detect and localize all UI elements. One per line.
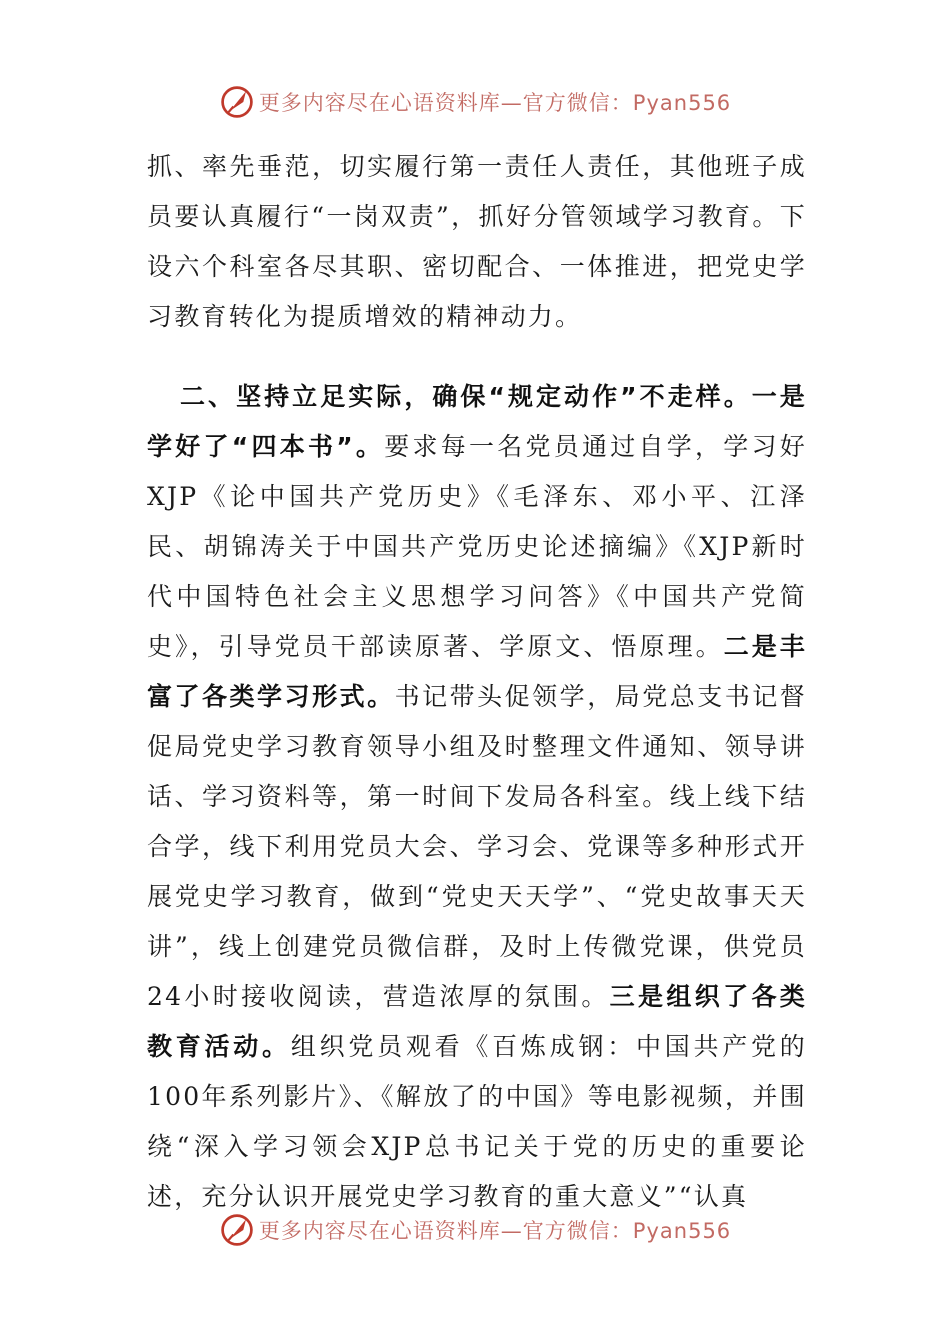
banner-text: 更多内容尽在心语资料库—官方微信：Pyan556: [258, 91, 732, 115]
header-banner: [0, 82, 950, 122]
document-body: [147, 142, 807, 1222]
quill-pen-logo-icon: [219, 1212, 255, 1248]
quill-pen-logo-icon: [219, 84, 255, 120]
paragraph-text: 书记带头促领学，局党总支书记督促局党史学习教育领导小组及时整理文件通知、领导讲话、学习资料等，第一时间下发局各科室。线上线下结合学，线下利用党员大会、学习会、党课等多种形式开展党史学习教育，做到“党史天天学”、“党史故事天天讲”，线上创建党员微信群，及时上传微党课，供党员24小时接收阅读，营造浓厚的氛围。: [147, 682, 807, 1011]
bold-lead-3: 三是组织了各类教育活动。: [147, 982, 807, 1061]
bold-lead-2: 二是丰富了各类学习形式。: [147, 632, 807, 711]
paragraph-text: 抓、率先垂范，切实履行第一责任人责任，其他班子成员要认真履行“一岗双责”，抓好分管领域学习教育。下设六个科室各尽其职、密切配合、一体推进，把党史学习教育转化为提质增效的精神动力。: [147, 152, 807, 331]
banner-text: 更多内容尽在心语资料库—官方微信：Pyan556: [258, 1219, 732, 1243]
section-heading: 二、坚持立足实际，确保“规定动作”不走样。一是学好了“四本书”。: [147, 382, 807, 461]
paragraph-2: [147, 372, 807, 1222]
paragraph-1: [147, 142, 807, 342]
footer-banner: [0, 1210, 950, 1250]
paragraph-text: 组织党员观看《百炼成钢：中国共产党的100年系列影片》、《解放了的中国》等电影视频，并围绕“深入学习领会XJP总书记关于党的历史的重要论述，充分认识开展党史学习教育的重大意义”“认真: [147, 1032, 807, 1211]
paragraph-text: 要求每一名党员通过自学，学习好XJP《论中国共产党历史》《毛泽东、邓小平、江泽民、胡锦涛关于中国共产党历史论述摘编》《XJP新时代中国特色社会主义思想学习问答》《中国共产党简史》，引导党员干部读原著、学原文、悟原理。: [147, 432, 807, 661]
